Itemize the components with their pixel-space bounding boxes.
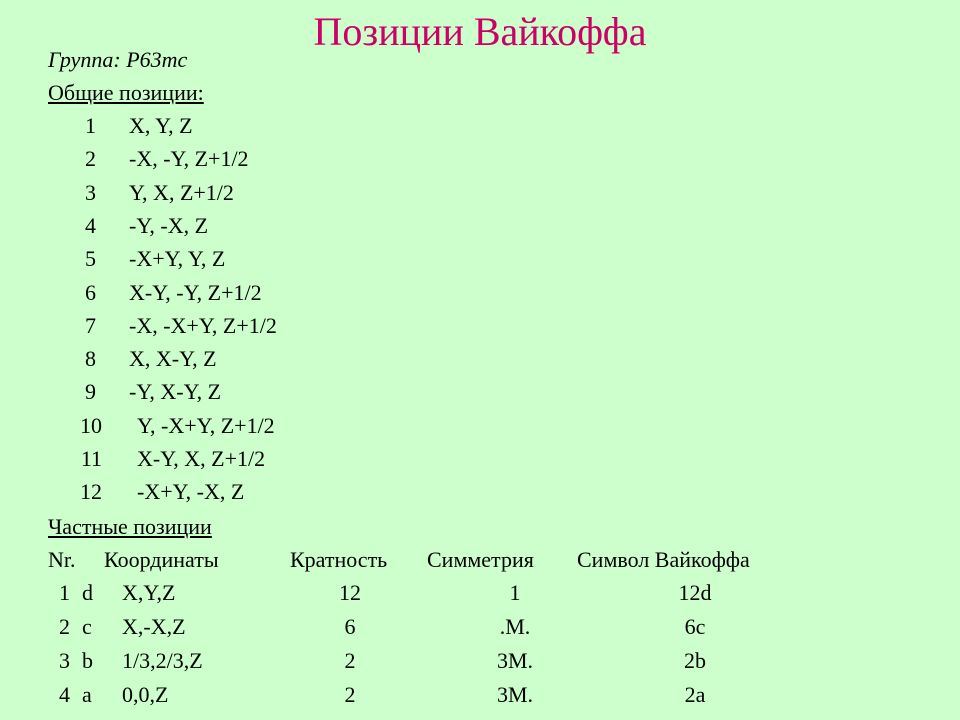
special-multiplicity: 2 — [344, 682, 356, 707]
general-position-number: 11 — [80, 446, 102, 471]
general-position-number: 6 — [85, 279, 96, 305]
group-label: Группа: P63mc — [48, 47, 188, 72]
general-position-number: 4 — [85, 212, 96, 238]
special-letter: d — [82, 580, 93, 605]
general-position-coords: Y, -X+Y, Z+1/2 — [137, 412, 275, 438]
special-coords: 1/3,2/3,Z — [122, 648, 203, 673]
general-position-coords: X, X-Y, Z — [129, 346, 217, 372]
special-symmetry: .M. — [499, 614, 531, 639]
general-position-row — [0, 246, 500, 276]
special-symmetry: 3M. — [496, 648, 534, 673]
special-position-row — [0, 614, 960, 644]
general-position-row — [0, 379, 500, 409]
general-position-number: 2 — [85, 146, 96, 172]
general-position-number: 8 — [85, 346, 96, 372]
general-position-coords: X-Y, X, Z+1/2 — [137, 446, 266, 471]
general-position-number: 3 — [85, 179, 96, 205]
special-symmetry: 1 — [509, 580, 521, 605]
special-coords: X,-X,Z — [122, 614, 186, 639]
special-multiplicity: 12 — [339, 580, 361, 605]
special-letter: a — [82, 682, 92, 707]
special-letter: b — [82, 648, 93, 673]
special-wyckoff-symbol: 6c — [684, 614, 706, 639]
general-position-row — [0, 280, 500, 310]
special-wyckoff-symbol: 2a — [684, 682, 706, 707]
general-position-coords: X, Y, Z — [129, 113, 193, 138]
general-position-row — [0, 413, 500, 443]
special-letter: c — [82, 614, 92, 639]
slide-title: Позиции Вайкоффа — [313, 9, 647, 54]
general-position-coords: -Y, X-Y, Z — [129, 379, 222, 405]
special-symmetry: 3M. — [496, 682, 534, 707]
general-position-coords: X-Y, -Y, Z+1/2 — [129, 279, 262, 305]
special-nr: 2 — [59, 614, 70, 639]
general-position-coords: -X+Y, Y, Z — [129, 246, 226, 272]
general-position-row — [0, 313, 500, 343]
general-position-coords: -X, -Y, Z+1/2 — [129, 146, 249, 172]
general-position-coords: -X, -X+Y, Z+1/2 — [129, 312, 277, 338]
general-positions-heading: Общие позиции: — [48, 80, 204, 105]
header-wyckoff-symbol: Символ Вайкоффа — [577, 547, 750, 572]
general-position-row — [0, 346, 500, 376]
general-position-coords: -X+Y, -X, Z — [137, 479, 245, 505]
special-position-row — [0, 580, 960, 610]
special-multiplicity: 6 — [344, 614, 356, 639]
special-wyckoff-symbol: 12d — [678, 580, 712, 605]
general-position-number: 9 — [85, 379, 96, 405]
special-position-row — [0, 648, 960, 678]
special-nr: 1 — [59, 580, 70, 605]
general-position-number: 10 — [80, 412, 102, 438]
special-wyckoff-symbol: 2b — [684, 648, 706, 673]
general-position-number: 5 — [85, 246, 96, 272]
header-coordinates: Координаты — [104, 547, 219, 572]
general-position-row — [0, 180, 500, 210]
special-nr: 3 — [59, 648, 70, 673]
header-nr: Nr. — [48, 547, 76, 572]
general-position-row — [0, 113, 500, 143]
general-position-coords: -Y, -X, Z — [129, 212, 209, 238]
general-position-number: 7 — [85, 312, 96, 338]
special-position-row — [0, 682, 960, 712]
general-position-row — [0, 446, 500, 476]
header-multiplicity: Кратность — [290, 547, 388, 572]
general-position-row — [0, 213, 500, 243]
general-position-number: 12 — [80, 479, 102, 505]
special-positions-heading: Частные позиции — [48, 514, 212, 539]
special-nr: 4 — [59, 682, 70, 707]
general-position-number: 1 — [85, 113, 96, 138]
special-coords: X,Y,Z — [122, 580, 176, 605]
general-position-row — [0, 146, 500, 176]
header-symmetry: Симметрия — [427, 547, 534, 572]
general-position-coords: Y, X, Z+1/2 — [129, 179, 234, 205]
special-coords: 0,0,Z — [122, 682, 169, 707]
special-multiplicity: 2 — [344, 648, 356, 673]
general-position-row — [0, 479, 500, 509]
